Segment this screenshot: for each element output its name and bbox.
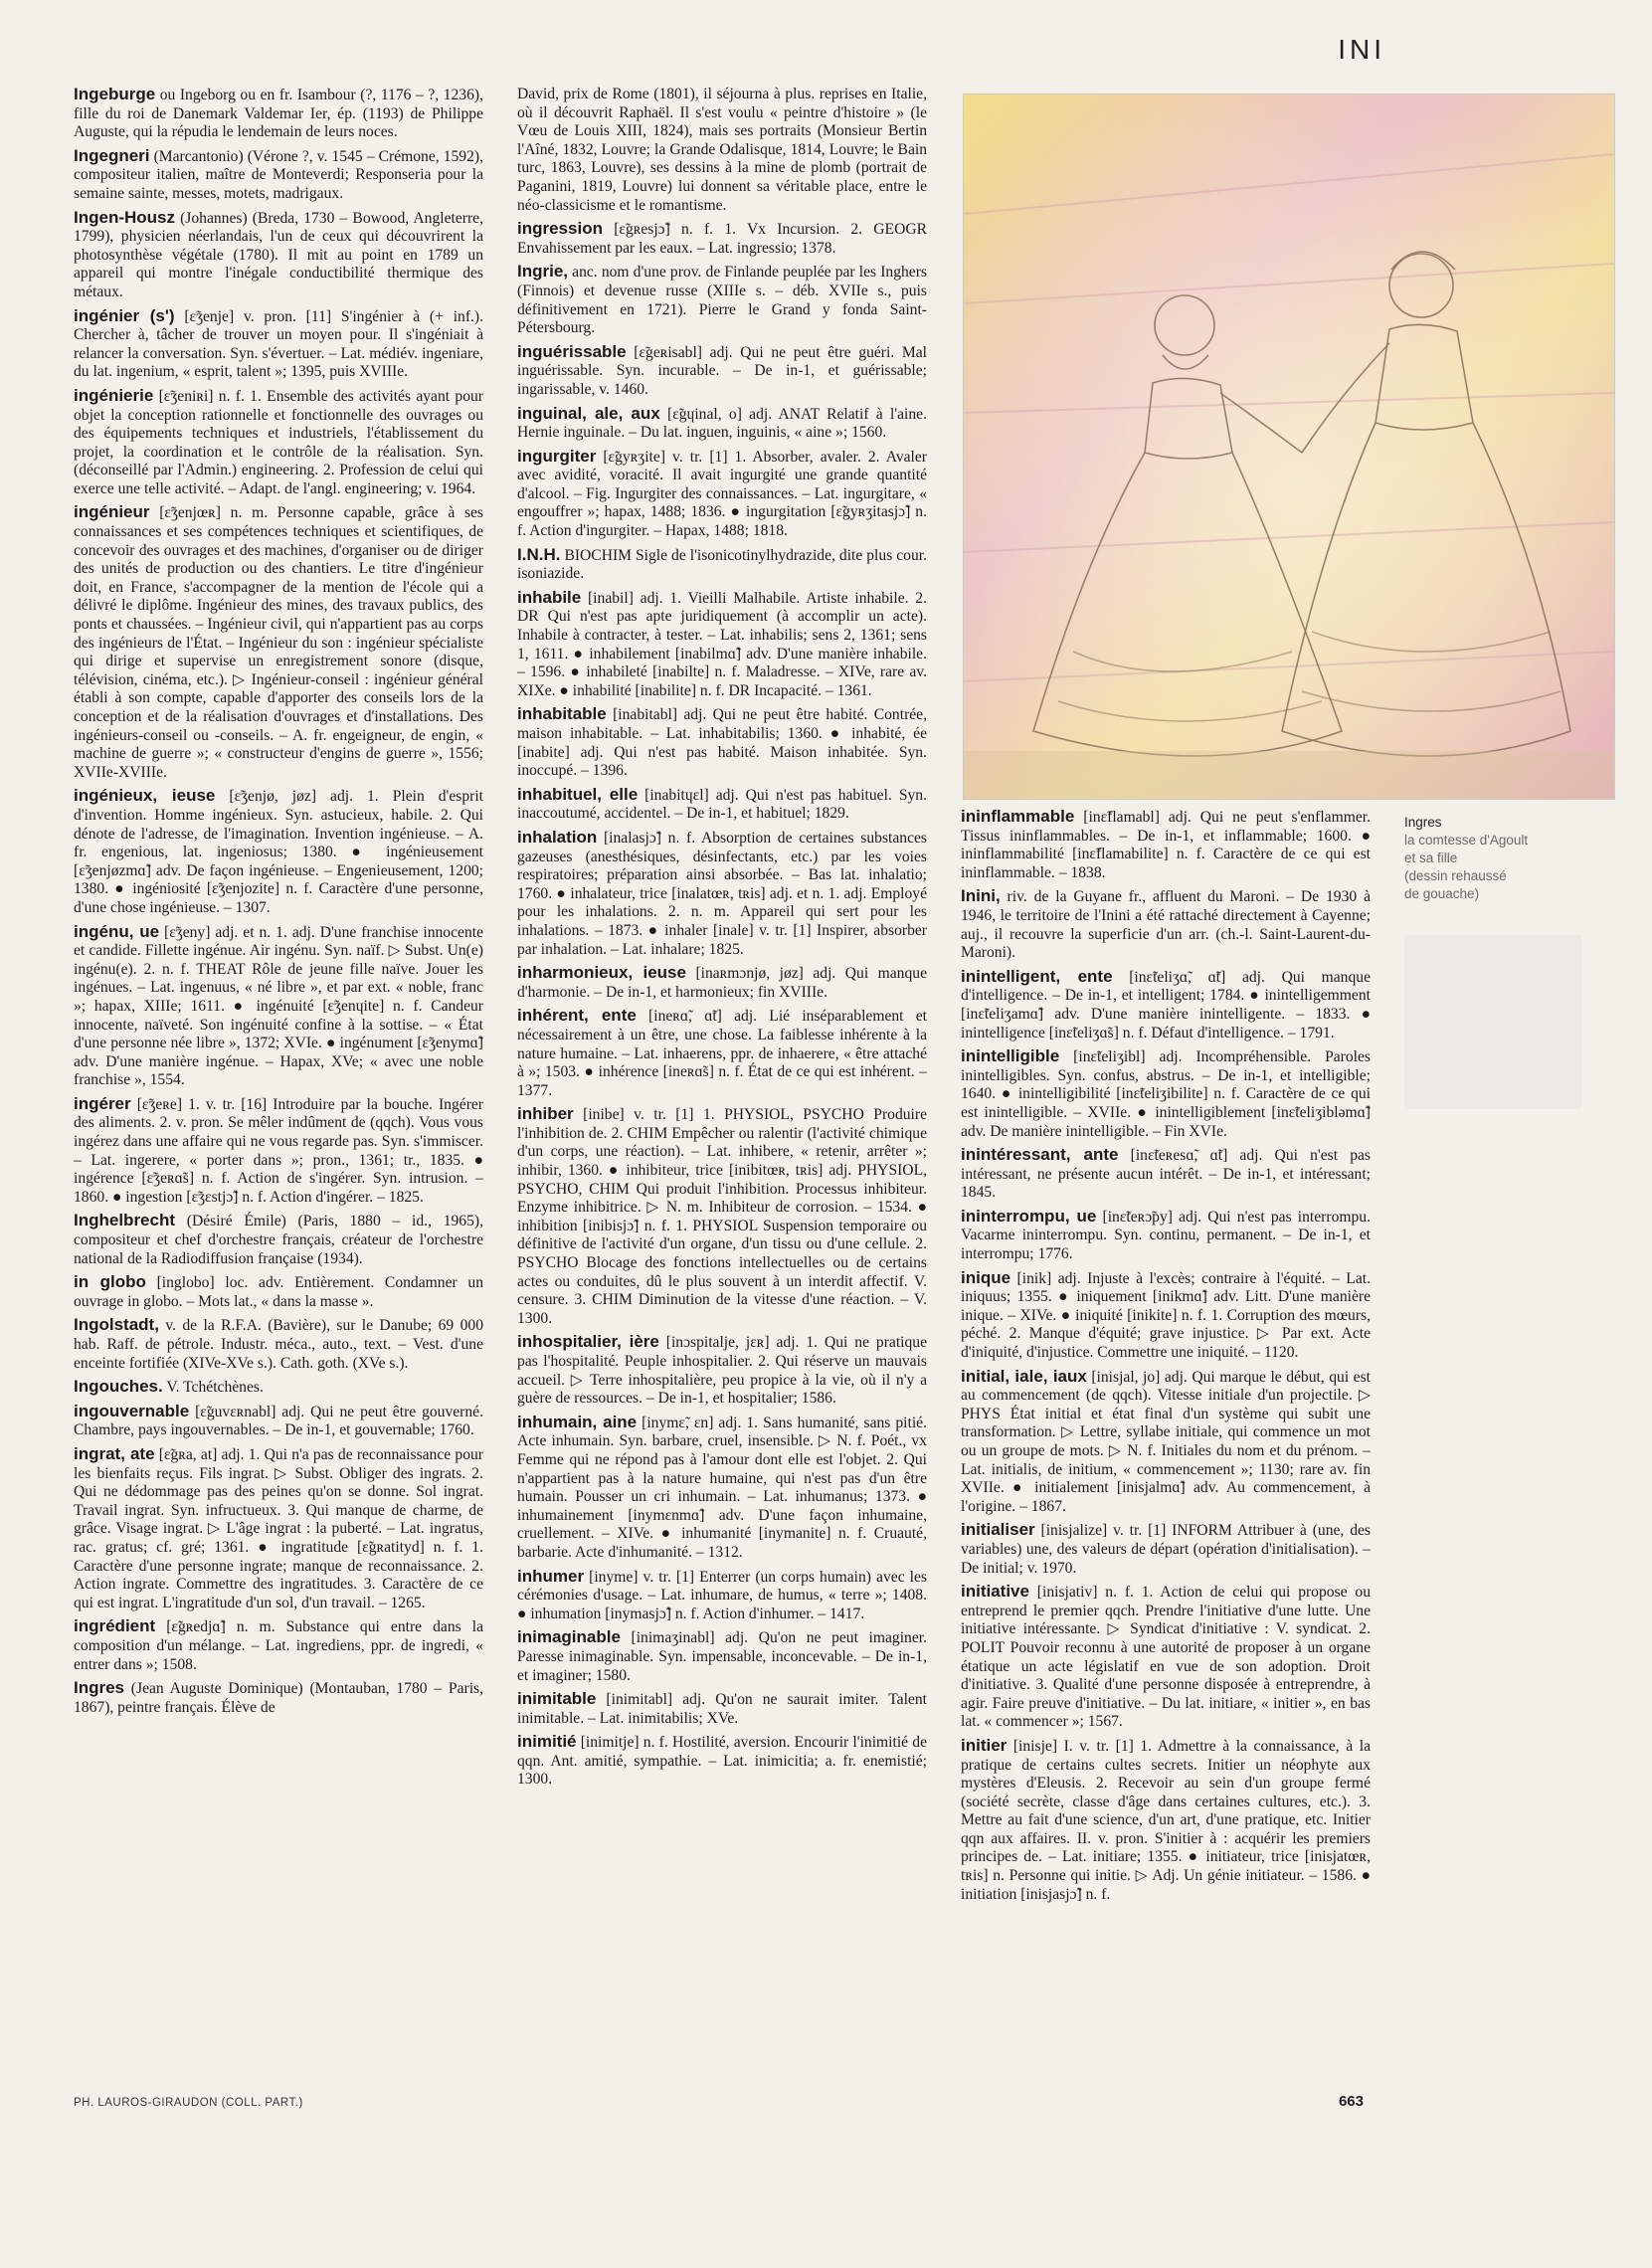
entry-definition: ou Ingeborg ou en fr. Isambour (?, 1176 – ?, 1236), fille du roi de Danemark Valdemar Ier, ép. (1193) de Philippe Auguste, qui la répudia le lendemain de leurs noces. (74, 87, 483, 141)
entry-headword: Ingolstadt, (74, 1315, 159, 1335)
dictionary-entry (517, 86, 927, 215)
dictionary-entry (517, 546, 927, 584)
dictionary-entry (961, 1269, 1371, 1363)
entry-headword: inhiber (517, 1104, 574, 1124)
entry-definition: [inɛ̃flamabl] adj. Qui ne peut s'enflammer. Tissus ininflammables. – De in-1, et inflammable; 1600. ● ininflammabilité [inɛ̃flamabilite] n. f. Caractère de ce qui est ininflammable. – 1838. (961, 809, 1371, 881)
entry-headword: inhalation (517, 827, 598, 847)
entry-headword: inimitable (517, 1689, 597, 1709)
entry-definition: [inɔspitalje, jɛʀ] adj. 1. Qui ne pratique pas l'hospitalité. Peuple inhospitalier. 2. Qui réserve un mauvais accueil. ▷ Terre inhospitalière, peu propice à la vie, où il n'y a guère de ressources. – De in-1, et hospitalier; 1586. (517, 1334, 927, 1408)
entry-definition: [inɛ̃teliʒɑ̃, ɑ̃t] adj. Qui manque d'intelligence. – De in-1, et intelligent; 1784. ● inintelligemment [inɛ̃teliʒamɑ̃] adv. D'une manière inintelligente. – 1833. ● inintelligence [inɛ̃teliʒɑ̃s] n. f. Défaut d'intelligence. – 1791. (961, 968, 1371, 1041)
dictionary-entry (961, 1583, 1371, 1732)
illustration-ingres (963, 94, 1615, 800)
dictionary-entry (517, 343, 927, 400)
entry-definition: [inisjalize] v. tr. [1] INFORM Attribuer à (une, des variables) une, des valeurs de départ (opération d'initialisation). – De initial; v. 1970. (961, 1522, 1371, 1577)
entry-definition: [inɛ̃teʀɔ̃py] adj. Qui n'est pas interrompu. Vacarme ininterrompu. Syn. continu, permanent. – De in-1, et interrompu; 1776. (961, 1208, 1371, 1263)
entry-headword: ingrédient (74, 1616, 156, 1636)
entry-headword: inhabile (517, 587, 582, 607)
dictionary-entry (961, 1208, 1371, 1264)
entry-definition: [ɛ̃gyʀʒite] v. tr. [1] 1. Absorber, avaler. 2. Avaler avec avidité, voracité. Il avait ingurgité une grande quantité d'alcool. – Fig. Ingurgiter des connaissances. – Lat. ingurgitare, « engouffrer »; hapax, 1488; 1836. ● ingurgitation [ɛ̃gyʀʒitasjɔ̃] n. f. Action d'ingurgiter. – Hapax, 1488; 1818. (517, 448, 927, 540)
entry-headword: ingrat, ate (74, 1443, 155, 1463)
dictionary-entry (74, 923, 483, 1090)
entry-definition: [inik] adj. Injuste à l'excès; contraire à l'équité. – Lat. iniquus; 1355. ● iniquement [inikmɑ̃] adv. Litt. D'une manière inique. – XIVe. ● iniquité [inikite] n. f. 1. Corruption des mœurs, péché. 2. Manque d'équité; grave injustice. ▷ Par ext. Acte d'iniquité, d'injustice. Commettre une iniquité. – 1120. (961, 1269, 1371, 1362)
entry-definition: (Jean Auguste Dominique) (Montauban, 1780 – Paris, 1867), peintre français. Élève de (74, 1680, 483, 1716)
dictionary-entry (517, 448, 927, 541)
entry-headword: ingurgiter (517, 446, 597, 466)
dictionary-entry (517, 263, 927, 337)
entry-definition: [ɛ̃ʒeniʀi] n. f. 1. Ensemble des activités ayant pour objet la conception rationnelle et fonctionnelle des ouvrages ou des équipements techniques et industriels, l'établissement du projet, la coordination et le contrôle de la réalisation. Syn. (déconseillé par l'Admin.) engineering. 2. Profession de celui qui exerce une telle activité. – Adapt. de l'angl. engineering; v. 1964. (74, 387, 483, 497)
caption-line: la comtesse d'Agoult (1404, 833, 1529, 848)
entry-headword: inhumer (517, 1566, 585, 1586)
entry-definition: [ɛ̃ʒenjœʀ] n. m. Personne capable, grâce à ses connaissances et ses compétences techniques et scientifiques, de concevoir des ouvrages et des machines, d'organiser ou de diriger des unités de production ou des chantiers. Le titre d'ingénieur doit, en France, s'accompagner de la mention de l'école qui a délivré le diplôme. Ingénieur des mines, des travaux publics, des ponts et chaussées. – Ingénieur civil, qui n'appartient pas au corps des ingénieurs de l'État. – Ingénieur du son : ingénieur spécialiste qui dirige et supervise un enregistrement sonore (disque, télévision, cinéma, etc.). ▷ Ingénieur-conseil : ingénieur général établi à son compte, capable d'apporter des conseils lors de la conception et de la réalisation d'ouvrages et d'installations. Des ingénieurs-conseil ou -conseils. – A. fr. engeigneur, de engin, « machine de guerre »; « constructeur d'engins de guerre », 1556; XVIIe-XVIIIe. (74, 504, 483, 781)
entry-definition: (Désiré Émile) (Paris, 1880 – id., 1965), compositeur et chef d'orchestre français, créateur de l'orchestre national de la Radiodiffusion française (1934). (74, 1213, 483, 1267)
dictionary-entry (74, 307, 483, 382)
dictionary-entry (74, 387, 483, 499)
entry-definition: [inibe] v. tr. [1] 1. PHYSIOL, PSYCHO Produire l'inhibition de. 2. CHIM Empêcher ou ralentir (l'activité chimique d'un corps, une réaction). – Lat. inhibere, « retenir, arrêter »; inhibir, 1360. ● inhibiteur, trice [inibitœʀ, tʀis] adj. PHYSIOL, PSYCHO, CHIM Qui produit l'inhibition. Processus inhibiteur. Enzyme inhibitrice. ▷ N. m. Inhibiteur de corrosion. – 1534. ● inhibition [inibisjɔ̃] n. f. 1. PHYSIOL Suspension temporaire ou définitive de l'activité d'un organe, d'un tissu ou d'une cellule. 2. PSYCHO Blocage des fonctions intellectuelles ou de certains actes ou conduites, dû le plus souvent à un interdit affectif. V. censure. 3. CHIM Diminution de la vitesse d'une réaction. – V. 1300. (517, 1106, 927, 1327)
entry-headword: inhabitable (517, 704, 607, 724)
entry-definition: [inabil] adj. 1. Vieilli Malhabile. Artiste inhabile. 2. DR Qui n'est pas apte juridiquement (à accomplir un acte). Inhabile à contracter, à tester. – Lat. inhabilis; sens 2, 1361; sens 1, 1611. ● inhabilement [inabilmɑ̃] adv. D'une manière inhabile. – 1596. ● inhabileté [inabilte] n. f. Maladresse. – XIVe, rare av. XIXe. ● inhabilité [inabilite] n. f. DR Incapacité. – 1361. (517, 589, 927, 699)
entry-definition: [inimaʒinabl] adj. Qu'on ne peut imaginer. Paresse inimaginable. Syn. impensable, inconcevable. – De in-1, et imaginer; 1580. (517, 1629, 927, 1684)
dictionary-entry (74, 503, 483, 782)
entry-headword: initial, iale, iaux (961, 1366, 1087, 1386)
caption-line: et sa fille (1404, 850, 1458, 865)
entry-headword: inique (961, 1267, 1011, 1287)
dictionary-entry (74, 209, 483, 302)
entry-headword: inintelligible (961, 1046, 1060, 1066)
entry-definition: [ɛ̃ʒeʀe] 1. v. tr. [16] Introduire par la bouche. Ingérer des aliments. 2. v. pron. Se mêler indûment de (qqch). Vous vous ingérez dans une affaire qui ne vous regarde pas. Syn. s'immiscer. – Lat. ingerere, « porter dans »; pron., 1361; tr., 1835. ● ingérence [ɛ̃ʒeʀɑ̃s] n. f. Action de s'ingérer. Syn. intrusion. – 1860. ● ingestion [ɛ̃ʒɛstjɔ̃] n. f. Action d'ingérer. – 1825. (74, 1095, 483, 1206)
entry-headword: inguérissable (517, 341, 627, 361)
dictionary-entry (517, 1628, 927, 1685)
dictionary-entry (517, 1733, 927, 1790)
dictionary-entry (961, 1368, 1371, 1517)
dictionary-entry (961, 1146, 1371, 1203)
entry-headword: inharmonieux, ieuse (517, 963, 686, 983)
entry-headword: inhumain, aine (517, 1412, 638, 1431)
entry-headword: Ingen-Housz (74, 207, 175, 227)
entry-definition: [ɛ̃ʒeny] adj. et n. 1. adj. D'une franchise innocente et candide. Fillette ingénue. Air ingénu. Syn. naïf. ▷ Subst. Un(e) ingénu(e). 2. n. f. THEAT Rôle de jeune fille naïve. Jouer les ingénues. – Lat. ingenuus, « né libre », et par ext. « noble, franc »; hapax, XIIIe; 1611. ● ingénuité [ɛ̃ʒenɥite] n. f. Candeur innocente, naïveté. Son ingénuité confine à la sottise. – « État d'une personne née libre », 1372; XVIe. ● ingénument [ɛ̃ʒenymɑ̃] adv. D'une manière ingénue. – Hapax, XVe; « avec une noble franchise », 1554. (74, 923, 483, 1089)
entry-definition: [inimitabl] adj. Qu'on ne saurait imiter. Talent inimitable. – Lat. inimitabilis; XVe. (517, 1691, 927, 1727)
entry-definition: [ɛ̃geʀisabl] adj. Qui ne peut être guéri. Mal inguérissable. Syn. incurable. – De in-1, et guérissable; ingarissable, v. 1460. (517, 343, 927, 398)
entry-headword: inimaginable (517, 1627, 621, 1647)
entry-definition: [ɛ̃guvɛʀnabl] adj. Qui ne peut être gouverné. Chambre, pays ingouvernables. – De in-1, et gouvernable; 1760. (74, 1403, 483, 1439)
dictionary-entry (74, 1378, 483, 1398)
dictionary-entry (74, 1403, 483, 1440)
caption-title: Ingres (1404, 815, 1442, 830)
dictionary-entry (517, 589, 927, 701)
dictionary-entry (74, 1316, 483, 1373)
page-number: 663 (1338, 2093, 1364, 2110)
illustration-drawing (964, 94, 1614, 799)
dictionary-entry (74, 1679, 483, 1717)
entry-definition: BIOCHIM Sigle de l'isonicotinylhydrazide, dite plus cour. isoniazide. (517, 546, 927, 583)
entry-headword: initiative (961, 1582, 1029, 1602)
dictionary-entry (961, 1737, 1371, 1904)
dictionary-entry (517, 1007, 927, 1100)
entry-definition: [ɛ̃gʀa, at] adj. 1. Qui n'a pas de reconnaissance pour les bienfaits reçus. Fils ingrat. ▷ Subst. Obliger des ingrats. 2. Qui ne dédommage pas des peines qu'on se donne. Sol ingrat. Travail ingrat. Syn. infructueux. 3. Qui manque de charme, de grâce. Visage ingrat. ▷ L'âge ingrat : la puberté. – Lat. ingratus, rac. gratus; cf. gré; 1361. ● ingratitude [ɛ̃gʀatityd] n. f. 1. Caractère d'une personne ingrate; manque de reconnaissance. 2. Action ingrate. Commettre des ingratitudes. 3. Caractère de ce qui est ingrat. L'ingratitude d'un sol, d'un travail. – 1265. (74, 1445, 483, 1611)
entry-headword: Ingouches. (74, 1377, 163, 1397)
dictionary-entry (74, 86, 483, 142)
entry-definition: V. Tchétchènes. (162, 1379, 264, 1397)
entry-definition: [inimitje] n. f. Hostilité, aversion. Encourir l'inimitié de qqn. Ant. amitié, sympathie. – Lat. inimicitia; a. fr. enemistié; 1300. (517, 1734, 927, 1789)
dictionary-entry (74, 1095, 483, 1208)
entry-definition: David, prix de Rome (1801), il séjourna à plus. reprises en Italie, où il découvrit Raphaël. Il s'est voulu « peintre d'histoire » (le Vœu de Louis XIII, 1824), mais ses portraits (Monsieur Bertin l'Aîné, 1832, Louvre; la Grande Odalisque, 1814, Louvre; le Bain turc, 1863, Louvre), ses dessins à la mine de plomb (portrait de Paganini, 1819, Louvre) lui donnent sa véritable place, entre le néo-classicisme et le romantisme. (517, 86, 927, 214)
dictionary-entry (961, 1047, 1371, 1141)
dictionary-entry (517, 1414, 927, 1563)
entry-definition: [ineʀɑ̃, ɑ̃t] adj. Lié inséparablement et nécessairement à un être, une chose. La faiblesse inhérente à la nature humaine. – Lat. inhaerens, ppr. de inhaerere, « être attaché à »; 1503. ● inhérence [ineʀɑ̃s] n. f. État de ce qui est inhérent. – 1377. (517, 1008, 927, 1099)
entry-headword: ingouvernable (74, 1401, 190, 1420)
entry-definition: [ɛ̃ʒenje] v. pron. [11] S'ingénier à (+ inf.). Chercher à, tâcher de trouver un moyen pour. Il s'ingéniait à relancer la conversation. Syn. s'évertuer. – Lat. médiév. ingeniare, du lat. ingenium, « esprit, talent »; 1395, puis XVIIIe. (74, 307, 483, 381)
entry-headword: ingénu, ue (74, 921, 160, 941)
entry-definition: [ɛ̃gʀesjɔ̃] n. f. 1. Vx Incursion. 2. GEOGR Envahissement par les eaux. – Lat. ingressio; 1378. (517, 221, 927, 257)
caption-line: (dessin rehaussé (1404, 868, 1507, 883)
dictionary-entry (517, 1690, 927, 1728)
entry-definition: [inabitabl] adj. Qui ne peut être habité. Contrée, maison inhabitable. – Lat. inhabitabilis; 1360. ● inhabité, ée [inabite] adj. Qui n'est pas habité. Maison inhabitée. Syn. inoccupé. – 1396. (517, 706, 927, 780)
dictionary-entry (961, 968, 1371, 1042)
entry-definition: [inyme] v. tr. [1] Enterrer (un corps humain) avec les cérémonies d'usage. – Lat. inhumare, de humus, « terre »; 1408. ● inhumation [inymasjɔ̃] n. f. Action d'inhumer. – 1417. (517, 1568, 927, 1622)
dictionary-entry (517, 1105, 927, 1328)
entry-headword: ingression (517, 219, 603, 239)
entry-definition: [inisjativ] n. f. 1. Action de celui qui propose ou entreprend le premier qqch. Prendre l'initiative d'une lutte. Une initiative intéressante. ▷ Syndicat d'initiative : V. syndicat. 2. POLIT Pouvoir reconnu à une autorité de proposer à un organe étatique un acte législatif en vue de son adoption. Droit d'initiative. 3. Qualité d'une personne disposée à entreprendre, à agir. Faire preuve d'initiative. – Du lat. initiare, « initier », en bas lat. « commencer »; 1567. (961, 1584, 1371, 1731)
entry-headword: ingénieux, ieuse (74, 786, 216, 806)
entry-headword: ingénier (s') (74, 305, 175, 325)
column-1 (74, 86, 483, 2085)
entry-headword: ininterrompu, ue (961, 1206, 1097, 1226)
entry-definition: [ɛ̃ʒenjø, jøz] adj. 1. Plein d'esprit d'invention. Homme ingénieux. Syn. astucieux, habile. 2. Qui dénote de l'adresse, de l'imagination. Invention ingénieuse. – A. fr. engenious, lat. ingeniosus; 1380. ● ingénieusement [ɛ̃ʒenjøzmɑ̃] adv. De façon ingénieuse. – Engenieusement, 1200; 1380. ● ingéniosité [ɛ̃ʒenjozite] n. f. Caractère d'une personne, d'une chose ingénieuse. – 1307. (74, 788, 483, 916)
column-3 (961, 808, 1371, 2076)
entry-definition: [inabitɥɛl] adj. Qui n'est pas habituel. Syn. inaccoutumé, accidentel. – De in-1, et habituel; 1829. (517, 786, 927, 823)
entry-headword: inintéressant, ante (961, 1145, 1119, 1165)
entry-headword: ingénieur (74, 502, 150, 522)
dictionary-entry (517, 1333, 927, 1408)
dictionary-entry (517, 1568, 927, 1624)
entry-headword: ingérer (74, 1093, 131, 1113)
dictionary-entry (74, 1617, 483, 1674)
dictionary-entry (961, 1521, 1371, 1578)
entry-definition: [ɛ̃gɥinal, o] adj. ANAT Relatif à l'aine. Hernie inguinale. – Du lat. inguen, inguinis, « aine »; 1560. (517, 405, 927, 442)
dictionary-entry (517, 405, 927, 443)
entry-definition: [inaʀmɔnjø, jøz] adj. Qui manque d'harmonie. – De in-1, et harmonieux; fin XVIIIe. (517, 965, 927, 1001)
entry-definition: riv. de la Guyane fr., affluent du Maroni. – De 1930 à 1946, le territoire de l'Inini a été rattaché directement à Cayenne; auj., il recouvre la superficie d'un arr. (ch.-l. Saint-Laurent-du-Maroni). (961, 888, 1371, 962)
dictionary-entry (74, 147, 483, 204)
entry-definition: anc. nom d'une prov. de Finlande peuplée par les Inghers (Finnois) et devenue russe (XIIIe s. – déb. XVIIe s., puis définitivement en 1721). Pierre le Grand y fonda Saint-Pétersbourg. (517, 264, 927, 337)
caption-line: de gouache) (1404, 886, 1480, 901)
dictionary-entry (961, 808, 1371, 882)
dictionary-entry (517, 705, 927, 780)
entry-definition: [inglobo] loc. adv. Entièrement. Condamner un ouvrage in globo. – Mots lat., « dans la masse ». (74, 1274, 483, 1310)
dictionary-entry (74, 1445, 483, 1612)
entry-headword: inhospitalier, ière (517, 1332, 659, 1352)
entry-definition: [inɛ̃teliʒibl] adj. Incompréhensible. Paroles inintelligibles. Syn. confus, abstrus. – De in-1, et intelligible; 1640. ● inintelligibilité [inɛ̃teliʒibilite] n. f. Caractère de ce qui est inintelligible. – XVIIe. ● inintelligiblement [inɛ̃teliʒibləmɑ̃] adv. De manière inintelligible. – Fin XVIe. (961, 1048, 1371, 1140)
dictionary-entry (517, 829, 927, 959)
dictionary-entry (517, 786, 927, 824)
dictionary-entry (74, 1212, 483, 1268)
entry-headword: Ingrie, (517, 262, 569, 282)
entry-headword: Ingegneri (74, 145, 150, 165)
entry-headword: inhérent, ente (517, 1006, 637, 1026)
entry-headword: in globo (74, 1272, 146, 1292)
entry-headword: inimitié (517, 1732, 577, 1752)
entry-definition: v. de la R.F.A. (Bavière), sur le Danube; 69 000 hab. Raff. de pétrole. Industr. méca., auto., text. – Vest. d'une enceinte fortifiée (XIVe-XVe s.). Cath. goth. (XVe s.). (74, 1317, 483, 1372)
dictionary-entry (74, 1273, 483, 1311)
entry-headword: Ingeburge (74, 86, 156, 103)
entry-headword: Ingres (74, 1678, 125, 1698)
entry-headword: ininflammable (961, 808, 1075, 826)
entry-definition: (Johannes) (Breda, 1730 – Bowood, Angleterre, 1799), physicien néerlandais, l'un de ceux qui découvrirent la photosynthèse végétale (1780). Il mit au point en 1789 un appareil qui montre l'inégale conductibilité thermique des métaux. (74, 209, 483, 300)
illustration-caption (1404, 814, 1581, 903)
dictionary-entry (517, 964, 927, 1002)
entry-definition: [inymɛ̃, ɛn] adj. 1. Sans humanité, sans pitié. Acte inhumain. Syn. barbare, cruel, insensible. ▷ N. f. Poét., vx Femme qui ne répond pas à l'amour dont elle est l'objet. 2. Qui n'appartient pas à la nature humaine, qui n'est pas d'un être humain. Pousser un cri inhumain. – Lat. inhumanus; 1373. ● inhumainement [inymɛnmɑ̃] adv. D'une façon inhumaine, cruellement. – XIVe. ● inhumanité [inymanite] n. f. Cruauté, barbarie. Acte d'inhumanité. – 1312. (517, 1414, 927, 1561)
photo-credit: PH. LAUROS-GIRAUDON (COLL. PART.) (74, 2097, 303, 2109)
entry-headword: I.N.H. (517, 544, 561, 564)
entry-headword: ingénierie (74, 385, 154, 405)
entry-headword: inhabituel, elle (517, 784, 639, 804)
entry-definition: [ɛ̃gʀedjɑ̃] n. m. Substance qui entre dans la composition d'un mélange. – Lat. ingrediens, ppr. de ingredi, « entrer dans »; 1508. (74, 1618, 483, 1673)
entry-definition: [inalasjɔ̃] n. f. Absorption de certaines substances gazeuses (anesthésiques, désinfectants, etc.) par les voies respiratoires; préparation ainsi absorbée. – Bas lat. inhalatio; 1760. ● inhalateur, trice [inalatœʀ, tʀis] adj. et n. 1. adj. Employé pour les inhalations. 2. n. m. Appareil qui sert pour les inhalations. – 1873. ● inhaler [inale] v. tr. [1] Inspirer, absorber par inhalation. – Lat. inhalare; 1825. (517, 829, 927, 958)
entry-headword: inguinal, ale, aux (517, 403, 660, 423)
dictionary-entry (517, 220, 927, 258)
dictionary-entry (74, 787, 483, 917)
entry-headword: inintelligent, ente (961, 966, 1113, 986)
column-2 (517, 86, 927, 2065)
dictionary-entry (961, 887, 1371, 962)
entry-headword: Inghelbrecht (74, 1211, 176, 1230)
entry-definition: [inɛ̃teʀesɑ̃, ɑ̃t] adj. Qui n'est pas intéressant, ne présente aucun intérêt. – De in-1, et intéressant; 1845. (961, 1147, 1371, 1202)
entry-definition: [inisje] I. v. tr. [1] 1. Admettre à la connaissance, à la pratique de certains cultes secrets. Initier un néophyte aux mystères d'Eleusis. 2. Recevoir au sein d'un groupe fermé (société secrète, classe d'âge dans certaines cultures, etc.). 3. Mettre au fait d'une science, d'un art, d'une pratique, etc. Initier qqn aux affaires. II. v. pron. S'initier à : acquérir les premiers principes de. – Lat. initiare; 1355. ● initiateur, trice [inisjatœʀ, tʀis] n. Personne qui initie. ▷ Adj. Un génie initiateur. – 1586. ● initiation [inisjasjɔ̃] n. f. (961, 1737, 1371, 1903)
entry-definition: [inisjal, jo] adj. Qui marque le début, qui est au commencement (de qqch). Vitesse initiale d'un projectile. ▷ PHYS État initial et état final d'un système qui subit une transformation. ▷ Lettre, syllabe initiale, qui commence un mot ou un groupe de mots. ▷ N. f. Initiales du nom et du prénom. – Lat. initialis, de initium, « commencement »; 1130; rare av. fin XVIIe. ● initialement [inisjalmɑ̃] adv. Au commencement, à l'origine. – 1867. (961, 1368, 1371, 1515)
entry-headword: initialiser (961, 1520, 1035, 1540)
entry-headword: Inini, (961, 886, 1001, 906)
entry-headword: initier (961, 1735, 1008, 1755)
section-header: INI (1338, 34, 1385, 65)
show-through-shadow (1404, 935, 1581, 1109)
entry-definition: (Marcantonio) (Vérone ?, v. 1545 – Crémone, 1592), compositeur italien, maître de Monteverdi; Responseria pour la semaine sainte, messes, motets, madrigaux. (74, 147, 483, 202)
